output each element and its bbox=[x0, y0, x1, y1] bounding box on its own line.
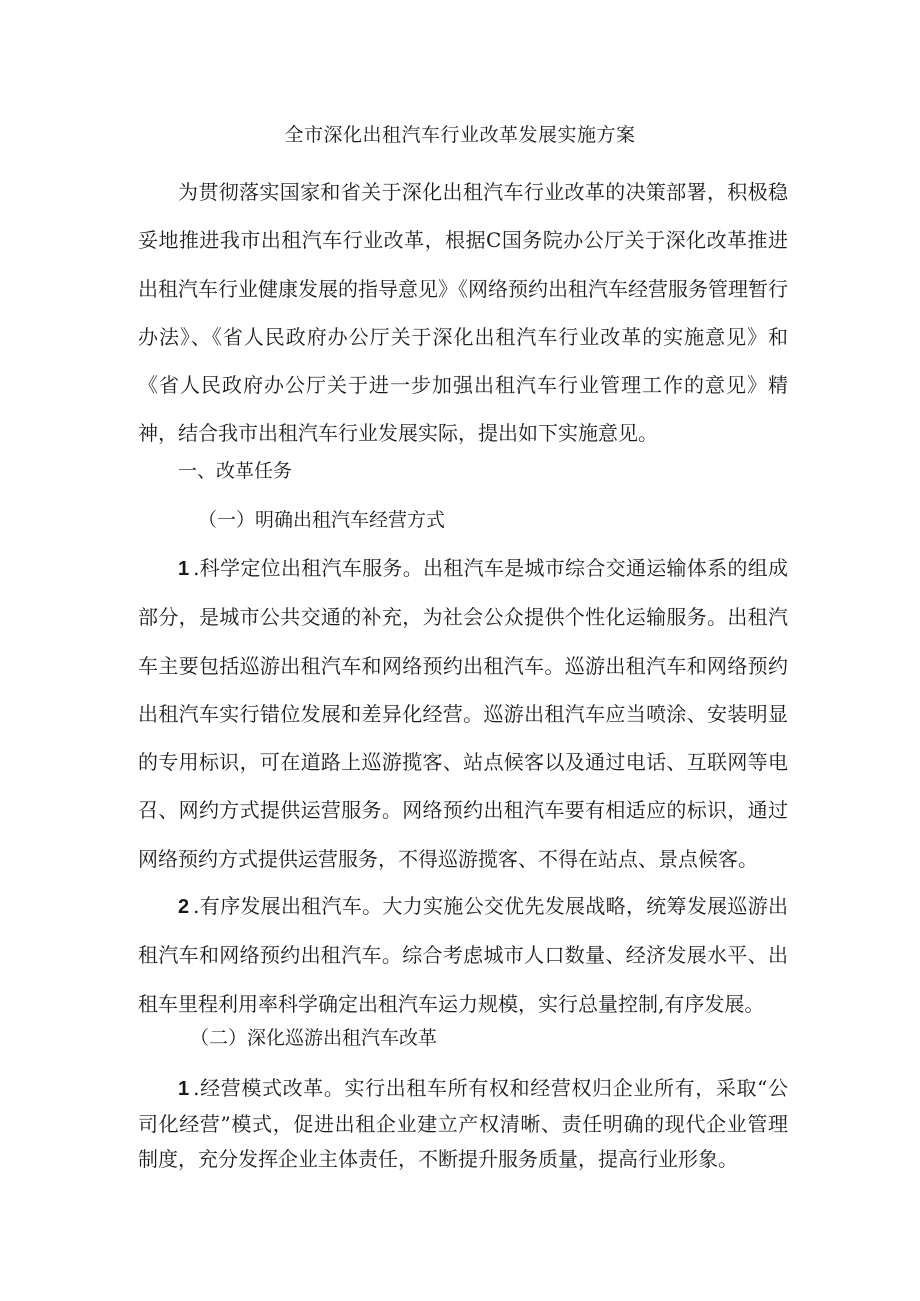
paragraph-item-2 bbox=[138, 882, 788, 1028]
item-number: 1 bbox=[178, 1078, 190, 1100]
item-number: 2 bbox=[178, 896, 190, 918]
document-title: 全市深化出租汽车行业改革发展实施方案 bbox=[284, 124, 636, 146]
item-number: 1 bbox=[178, 558, 190, 580]
subsection-heading-operation-mode: （一）明确出租汽车经营方式 bbox=[198, 509, 446, 531]
section-heading-reform-tasks: 一、改革任务 bbox=[178, 460, 293, 482]
subsection-heading-cruise-taxi-reform: （二）深化巡游出租汽车改革 bbox=[190, 1027, 438, 1049]
item-text: .科学定位出租汽车服务。出租汽车是城市综合交通运输体系的组成部分，是城市公共交通的补充，为社会公众提供个性化运输服务。出租汽车主要包括巡游出租汽车和网络预约出租汽车。巡游出租汽车和网络预约出租汽车实行错位发展和差异化经营。巡游出租汽车应当喷涂、安装明显的专用标识，可在道路上巡游揽客、站点候客以及通过电话、互联网等电召、网约方式提供运营服务。网络预约出租汽车要有相适应的标识，通过网络预约方式提供运营服务，不得巡游揽客、不得在站点、景点候客。 bbox=[138, 556, 788, 871]
paragraph-item-3 bbox=[138, 1071, 788, 1177]
paragraph-item-1 bbox=[138, 544, 788, 883]
intro-paragraph: 为贯彻落实国家和省关于深化出租汽车行业改革的决策部署，积极稳妥地推进我市出租汽车行业改革，根据C国务院办公厅关于深化改革推进出租汽车行业健康发展的指导意见》《网络预约出租汽车经营服务管理暂行办法》、《省人民政府办公厅关于深化出租汽车行业改革的实施意见》和《省人民政府办公厅关于进一步加强出租汽车行业管理工作的意见》精神，结合我市出租汽车行业发展实际，提出如下实施意见。 bbox=[138, 180, 788, 446]
item-text: .有序发展出租汽车。大力实施公交优先发展战略，统筹发展巡游出租汽车和网络预约出租汽车。综合考虑城市人口数量、经济发展水平、出租车里程利用率科学确定出租汽车运力规模，实行总量控制,有序发展。 bbox=[138, 894, 788, 1016]
item-text: .经营模式改革。实行出租车所有权和经营权归企业所有，采取“公司化经营”模式，促进出租企业建立产权清晰、责任明确的现代企业管理制度，充分发挥企业主体责任，不断提升服务质量，提高行业形象。 bbox=[138, 1076, 788, 1171]
